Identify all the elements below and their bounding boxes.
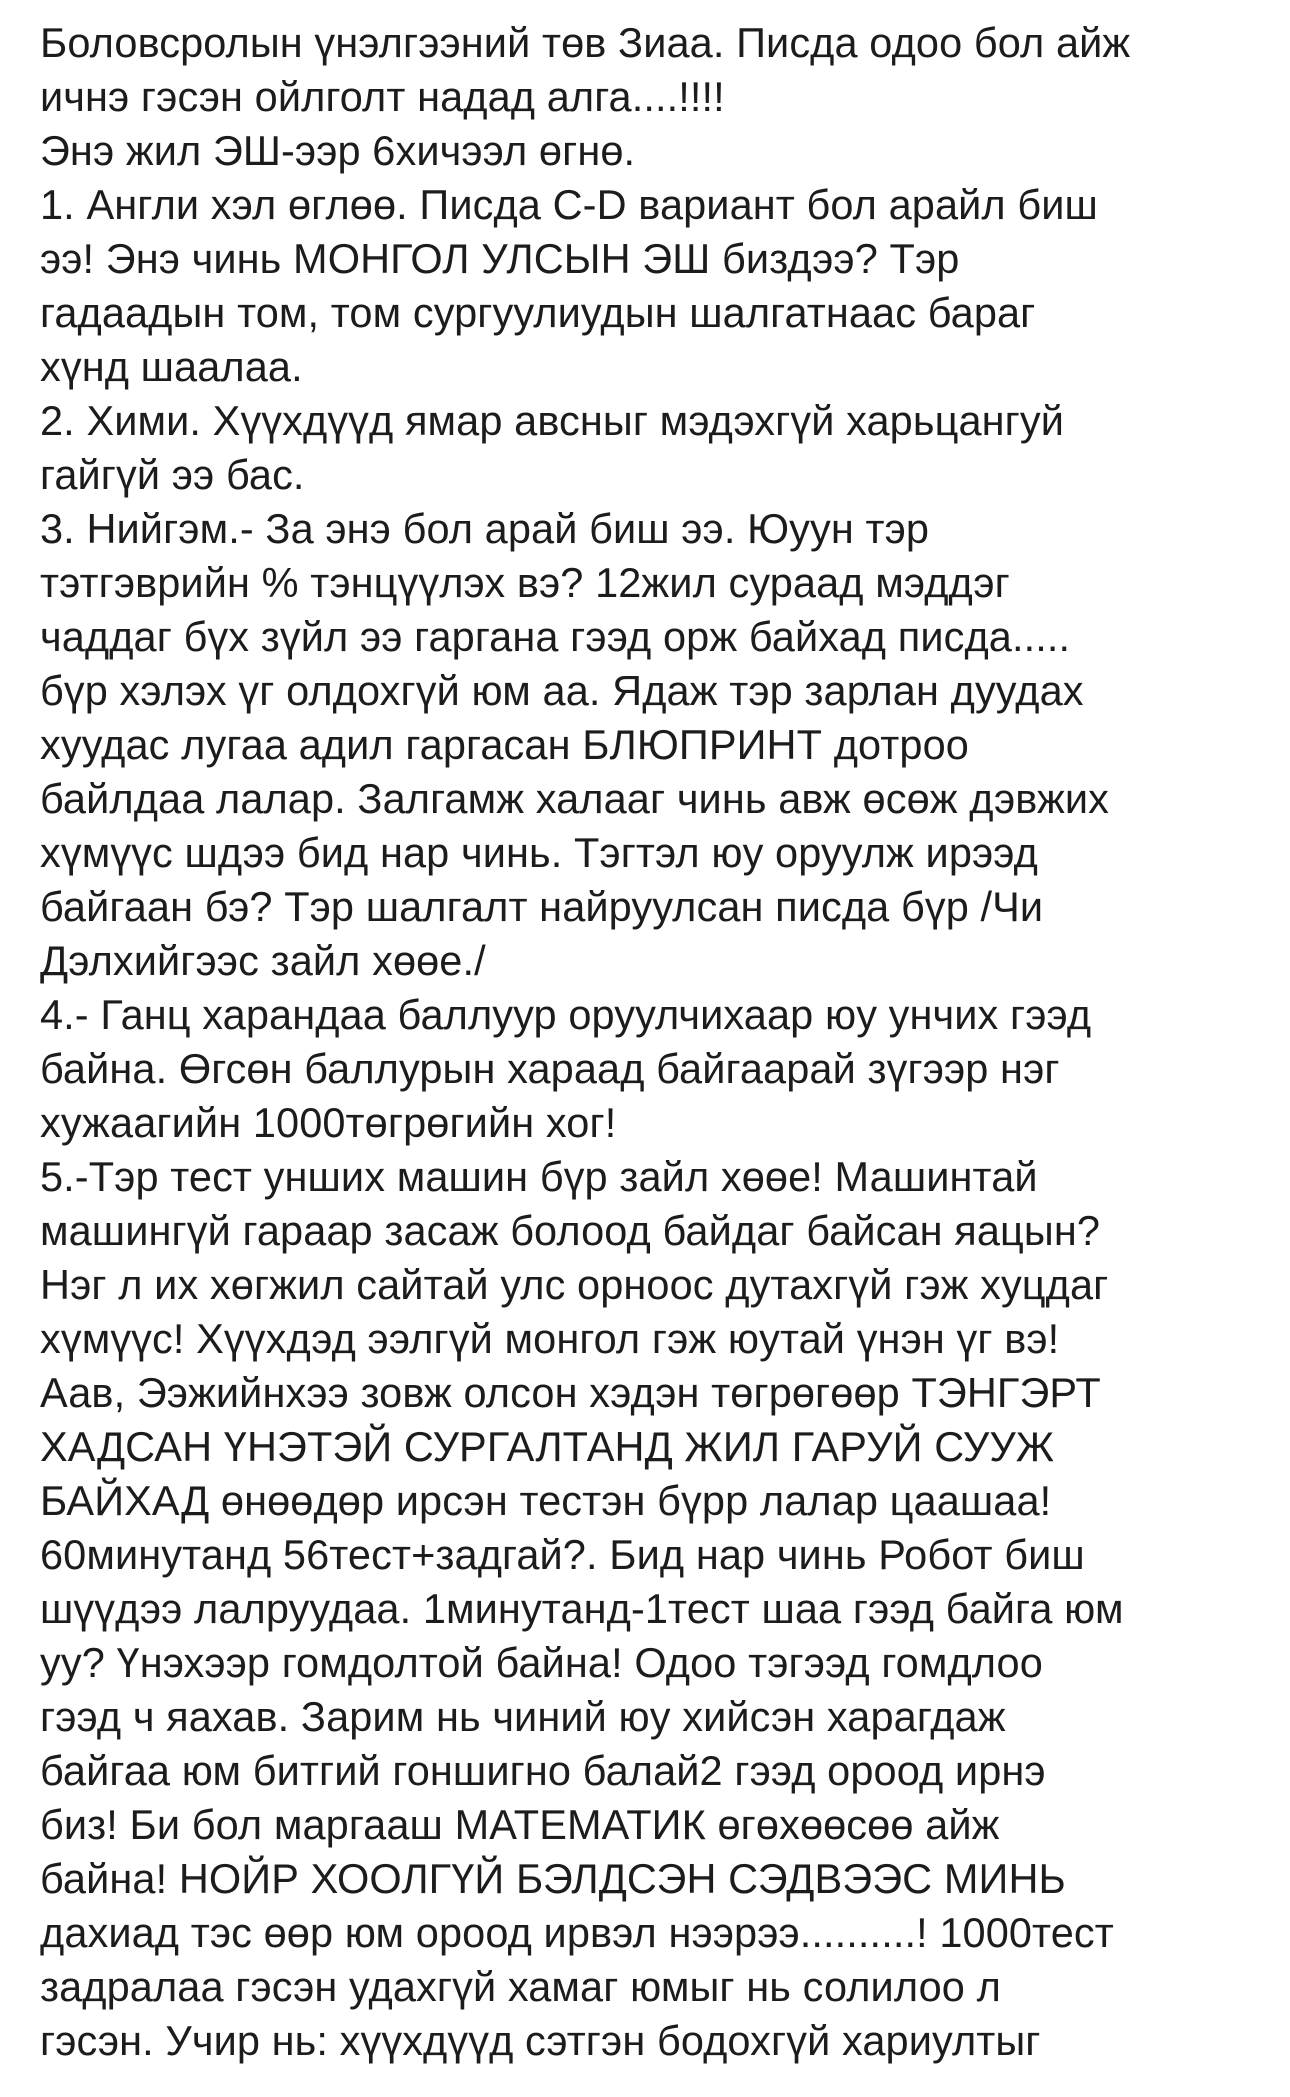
post-text-line: 60минутанд 56тест+задгай?. Бид нар чинь Робот биш bbox=[40, 1531, 1085, 1578]
post-text-line: Аав, Ээжийнхээ зовж олсон хэдэн төгрөгөөр ТЭНГЭРТ bbox=[40, 1369, 1101, 1416]
post-text-line: хуудас лугаа адил гаргасан БЛЮПРИНТ дотроо bbox=[40, 721, 969, 768]
post-text-line: хужаагийн 1000төгрөгийн хог! bbox=[40, 1099, 617, 1146]
post-text-line: байна! НОЙР ХООЛГҮЙ БЭЛДСЭН СЭДВЭЭС МИНЬ bbox=[40, 1855, 1066, 1902]
post-text-line: байгаа юм битгий гоншигно балай2 гээд ороод ирнэ bbox=[40, 1747, 1046, 1794]
post-text-line: ээ! Энэ чинь МОНГОЛ УЛСЫН ЭШ биздээ? Тэр bbox=[40, 235, 960, 282]
post-text-line: тэтгэврийн % тэнцүүлэх вэ? 12жил сураад мэддэг bbox=[40, 559, 1010, 606]
post-text-line: 3. Нийгэм.- За энэ бол арай биш ээ. Юуун тэр bbox=[40, 505, 930, 552]
post-text-line: чаддаг бүх зүйл ээ гаргана гээд орж байхад писда..... bbox=[40, 613, 1071, 660]
post-text-line: гадаадын том, том сургуулиудын шалгатнаас бараг bbox=[40, 289, 1036, 336]
post-text-line: 5.-Тэр тест унших машин бүр зайл хөөе! Машинтай bbox=[40, 1153, 1038, 1200]
post-text-line: БАЙХАД өнөөдөр ирсэн тестэн бүрр лалар цаашаа! bbox=[40, 1477, 1052, 1524]
post-body bbox=[40, 16, 1270, 2068]
post-text-line: задралаа гэсэн удахгүй хамаг юмыг нь солилоо л bbox=[40, 1963, 1001, 2010]
post-text-line: байна. Өгсөн баллурын хараад байгаарай зүгээр нэг bbox=[40, 1045, 1060, 1092]
post-text-line: гайгүй ээ бас. bbox=[40, 451, 305, 498]
post-text-line: 4.- Ганц харандаа баллуур оруулчихаар юу унчих гээд bbox=[40, 991, 1092, 1038]
post-text-line: гээд ч яахав. Зарим нь чиний юу хийсэн харагдаж bbox=[40, 1693, 1006, 1740]
post-text-line: шүүдээ лалруудаа. 1минутанд-1тест шаа гээд байга юм bbox=[40, 1585, 1124, 1632]
post-text-line: Нэг л их хөгжил сайтай улс орноос дутахгүй гэж хуцдаг bbox=[40, 1261, 1109, 1308]
post-text-line: дахиад тэс өөр юм ороод ирвэл нээрээ..........! 1000тест bbox=[40, 1909, 1114, 1956]
post-text-line: биз! Би бол маргааш МАТЕМАТИК өгөхөөсөө айж bbox=[40, 1801, 1000, 1848]
post-text-line: хүмүүс шдээ бид нар чинь. Тэгтэл юу оруулж ирээд bbox=[40, 829, 1038, 876]
post-text-line: гэсэн. Учир нь: хүүхдүүд сэтгэн бодохгүй хариултыг bbox=[40, 2017, 1041, 2064]
post-text-line: 1. Англи хэл өглөө. Писда C-D вариант бол арайл биш bbox=[40, 181, 1098, 228]
post-text-line: машингүй гараар засаж болоод байдаг байсан яацын? bbox=[40, 1207, 1101, 1254]
post-text-line: байгаан бэ? Тэр шалгалт найруулсан писда бүр /Чи bbox=[40, 883, 1044, 930]
post-text-line: хүнд шаалаа. bbox=[40, 343, 303, 390]
post-text-line: байлдаа лалар. Залгамж халааг чинь авж өсөж дэвжих bbox=[40, 775, 1109, 822]
post-text-line: Боловсролын үнэлгээний төв Зиаа. Писда одоо бол айж bbox=[40, 19, 1131, 66]
post-text-line: хүмүүс! Хүүхдэд ээлгүй монгол гэж юутай үнэн үг вэ! bbox=[40, 1315, 1060, 1362]
post-text-line: ичнэ гэсэн ойлголт надад алга....!!!! bbox=[40, 73, 725, 120]
post-text-line: Дэлхийгээс зайл хөөе./ bbox=[40, 937, 486, 984]
post-text-line: Энэ жил ЭШ-ээр 6хичээл өгнө. bbox=[40, 127, 636, 174]
post-text-line: бүр хэлэх үг олдохгүй юм аа. Ядаж тэр зарлан дуудах bbox=[40, 667, 1084, 714]
post-text-line: уу? Үнэхээр гомдолтой байна! Одоо тэгээд гомдлоо bbox=[40, 1639, 1043, 1686]
post-text-line: ХАДСАН ҮНЭТЭЙ СУРГАЛТАНД ЖИЛ ГАРУЙ СУУЖ bbox=[40, 1423, 1055, 1470]
post-text-line: 2. Хими. Хүүхдүүд ямар авсныг мэдэхгүй харьцангуй bbox=[40, 397, 1065, 444]
